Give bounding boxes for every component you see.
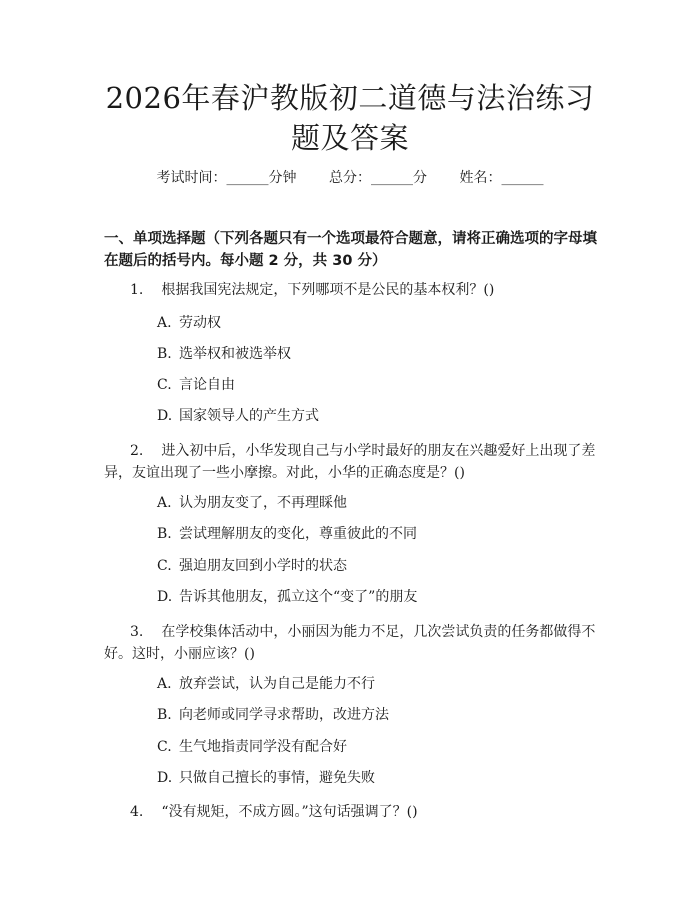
option-letter: B. xyxy=(157,526,172,542)
option-text: 放弃尝试，认为自己是能力不行 xyxy=(179,676,375,692)
option-letter: D. xyxy=(157,589,173,605)
option-item xyxy=(157,768,375,788)
option-item xyxy=(157,587,417,607)
option-item xyxy=(157,375,235,395)
question-stem xyxy=(104,621,596,665)
option-letter: B. xyxy=(157,707,172,723)
option-text: 言论自由 xyxy=(179,377,235,393)
option-text: 尝试理解朋友的变化，尊重彼此的不同 xyxy=(179,526,417,542)
question-number: 1. xyxy=(130,282,144,298)
question-text: 在学校集体活动中，小丽因为能力不足，几次尝试负责的任务都做得不好。这时，小丽应该？() xyxy=(104,624,596,662)
option-letter: C. xyxy=(157,377,172,393)
option-letter: D. xyxy=(157,408,173,424)
option-letter: C. xyxy=(157,558,172,574)
exam-info-line xyxy=(0,168,700,188)
option-letter: C. xyxy=(157,739,172,755)
option-item xyxy=(157,406,319,426)
question-text: “没有规矩，不成方圆。”这句话强调了？() xyxy=(161,804,418,820)
option-text: 认为朋友变了，不再理睬他 xyxy=(179,495,347,511)
option-text: 只做自己擅长的事情，避免失败 xyxy=(179,770,375,786)
question-number: 4. xyxy=(130,804,144,820)
question-number: 3. xyxy=(130,624,144,640)
exam-time-field: 考试时间：______分钟 xyxy=(156,170,297,186)
option-item xyxy=(157,737,347,757)
name-field: 姓名：______ xyxy=(459,170,544,186)
option-item xyxy=(157,705,389,725)
option-text: 生气地指责同学没有配合好 xyxy=(179,739,347,755)
option-letter: A. xyxy=(157,495,172,511)
option-item xyxy=(157,313,221,333)
option-text: 告诉其他朋友，孤立这个“变了”的朋友 xyxy=(179,589,418,605)
total-score-field: 总分：______分 xyxy=(329,170,427,186)
option-text: 向老师或同学寻求帮助，改进方法 xyxy=(179,707,389,723)
question-stem xyxy=(104,801,596,823)
section-header-single-choice: 一、单项选择题（下列各题只有一个选项最符合题意，请将正确选项的字母填在题后的括号内。每小题 2 分，共 30 分） xyxy=(104,231,597,269)
question-text: 根据我国宪法规定，下列哪项不是公民的基本权利？() xyxy=(161,282,495,298)
option-item xyxy=(157,524,417,544)
question-stem xyxy=(104,279,596,301)
option-item xyxy=(157,556,347,576)
option-item xyxy=(157,674,375,694)
option-letter: B. xyxy=(157,346,172,362)
option-letter: A. xyxy=(157,315,172,331)
option-item xyxy=(157,344,291,364)
option-text: 选举权和被选举权 xyxy=(179,346,291,362)
option-item xyxy=(157,493,347,513)
option-text: 劳动权 xyxy=(179,315,221,331)
document-title: 2026年春沪教版初二道德与法治练习题及答案 xyxy=(105,81,595,155)
option-letter: A. xyxy=(157,676,172,692)
option-text: 国家领导人的产生方式 xyxy=(179,408,319,424)
question-number: 2. xyxy=(130,443,144,459)
option-text: 强迫朋友回到小学时的状态 xyxy=(179,558,347,574)
question-stem xyxy=(104,440,596,484)
option-letter: D. xyxy=(157,770,173,786)
question-text: 进入初中后，小华发现自己与小学时最好的朋友在兴趣爱好上出现了差异，友谊出现了一些小摩擦。对此，小华的正确态度是？() xyxy=(104,443,596,481)
